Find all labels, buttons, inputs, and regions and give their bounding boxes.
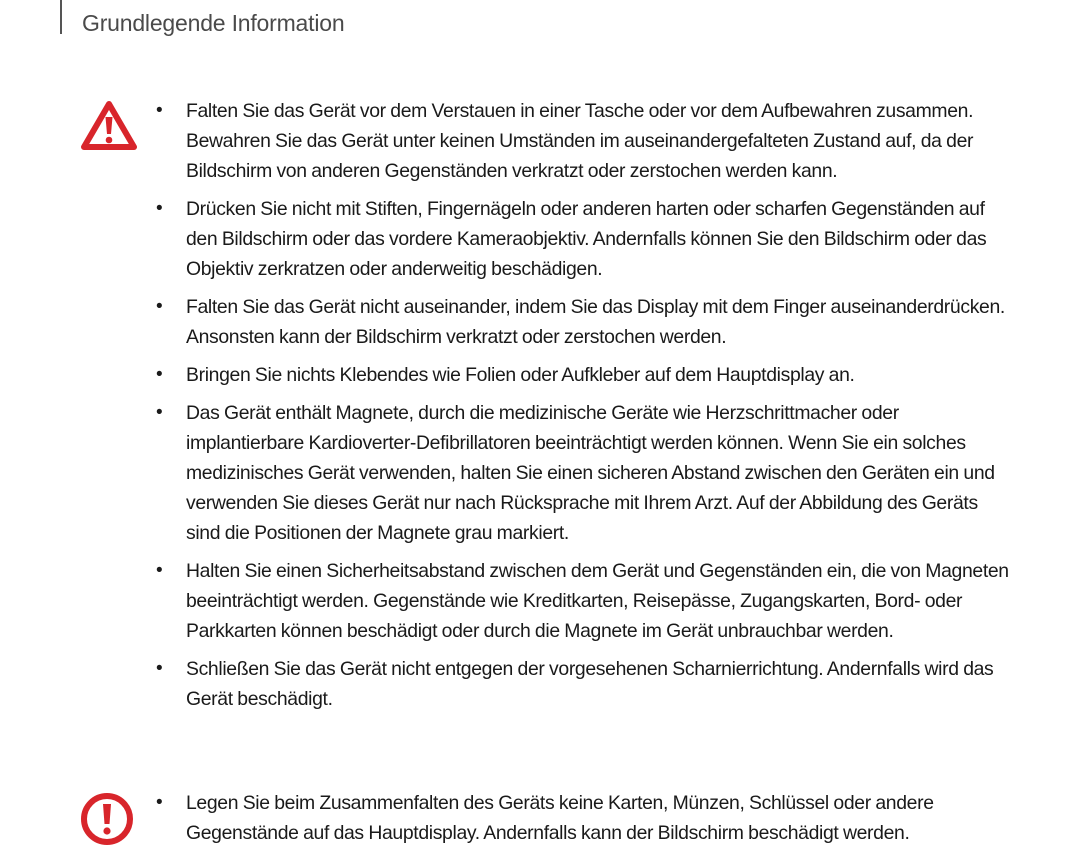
list-item	[150, 96, 1010, 186]
bullet-dot: •	[156, 560, 163, 581]
list-item	[150, 360, 1010, 390]
bullet-dot: •	[156, 402, 163, 423]
list-item	[150, 398, 1010, 548]
list-item	[150, 194, 1010, 284]
list-item	[150, 788, 1010, 848]
list-item-text: Schließen Sie das Gerät nicht entgegen der vorgesehenen Scharnierrichtung. Andernfalls wird das Gerät beschädigt.	[186, 658, 994, 710]
bullet-dot: •	[156, 296, 163, 317]
caution-circle-icon	[80, 792, 134, 846]
list-item-text: Halten Sie einen Sicherheitsabstand zwischen dem Gerät und Gegenständen ein, die von Magneten beeinträchtigt werden. Gegenstände wie Kreditkarten, Reisepässe, Zugangskarten, Bord- oder Parkkarten können beschädigt oder durch die Magnete im Gerät unbrauchbar werden.	[186, 560, 1009, 642]
list-item-text: Bringen Sie nichts Klebendes wie Folien oder Aufkleber auf dem Hauptdisplay an.	[186, 364, 855, 386]
list-item-text: Drücken Sie nicht mit Stiften, Fingernägeln oder anderen harten oder scharfen Gegenständen auf den Bildschirm oder das vordere Kameraobjektiv. Andernfalls können Sie den Bildschirm oder das Objektiv zerkratzen oder anderweitig beschädigen.	[186, 198, 987, 280]
bullet-dot: •	[156, 658, 163, 679]
list-item	[150, 556, 1010, 646]
list-item-text: Falten Sie das Gerät nicht auseinander, indem Sie das Display mit dem Finger auseinanderdrücken. Ansonsten kann der Bildschirm verkratzt oder zerstochen werden.	[186, 296, 1005, 348]
caution-list	[150, 788, 1010, 856]
list-item	[150, 654, 1010, 714]
bullet-dot: •	[156, 100, 163, 121]
section-title: Grundlegende Information	[82, 10, 345, 36]
list-item-text: Das Gerät enthält Magnete, durch die medizinische Geräte wie Herzschrittmacher oder implantierbare Kardioverter-Defibrillatoren beeinträchtigt werden können. Wenn Sie ein solches medizinisches Gerät verwenden, halten Sie einen sicheren Abstand zwischen den Geräten ein und verwenden Sie dieses Gerät nur nach Rücksprache mit Ihrem Arzt. Auf der Abbildung des Geräts sind die Positionen der Magnete grau markiert.	[186, 402, 995, 544]
warning-list	[150, 96, 1010, 722]
list-item	[150, 292, 1010, 352]
list-item-text: Falten Sie das Gerät vor dem Verstauen in einer Tasche oder vor dem Aufbewahren zusammen. Bewahren Sie das Gerät unter keinen Umständen im auseinandergefalteten Zustand auf, da der Bildschirm von anderen Gegenständen verkratzt oder zerstochen werden kann.	[186, 100, 974, 182]
header-divider	[60, 0, 62, 34]
bullet-dot: •	[156, 792, 163, 813]
list-item-text: Legen Sie beim Zusammenfalten des Geräts keine Karten, Münzen, Schlüssel oder andere Gegenstände auf das Hauptdisplay. Andernfalls kann der Bildschirm beschädigt werden.	[186, 792, 934, 844]
bullet-dot: •	[156, 364, 163, 385]
bullet-dot: •	[156, 198, 163, 219]
warning-triangle-icon	[80, 100, 138, 152]
